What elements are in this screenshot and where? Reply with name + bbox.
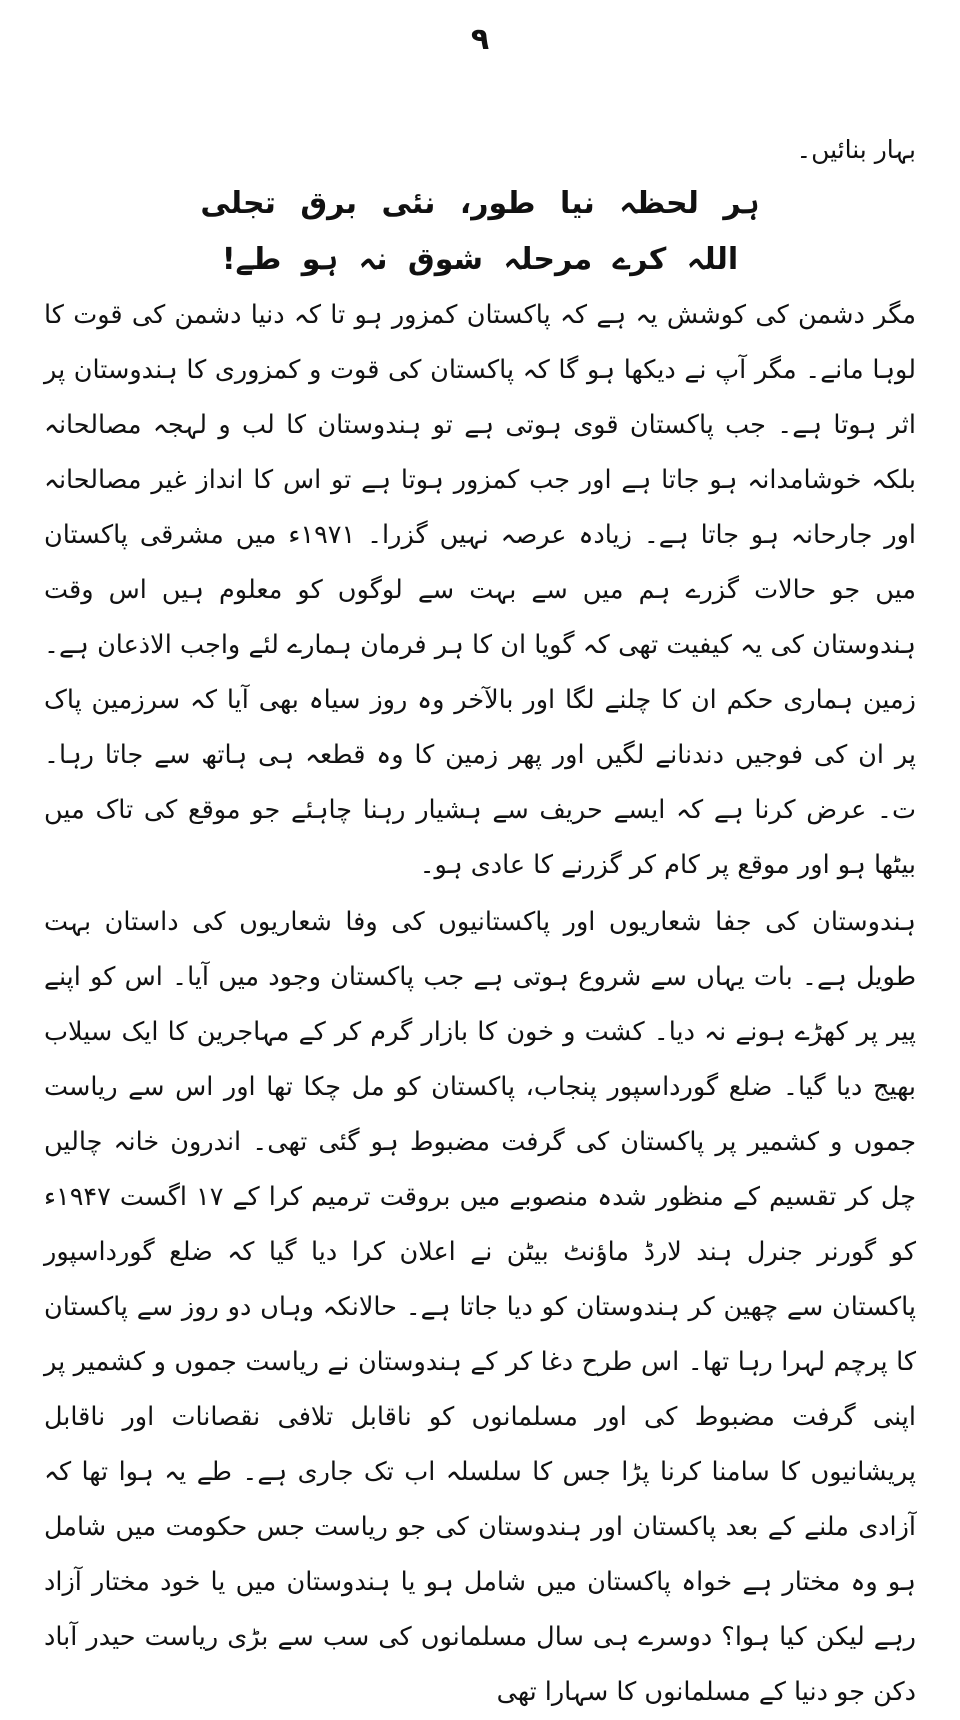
intro-line: بہار بنائیں۔ xyxy=(796,135,916,164)
verse-line-1: ہر لحظہ نیا طور، نئی برق تجلی xyxy=(200,186,760,221)
paragraph-2: ہندوستان کی جفا شعاریوں اور پاکستانیوں کی وفا شعاریوں کی داستان بہت طویل ہے۔ بات یہاں سے شروع ہوتی ہے جب پاکستان وجود میں آیا۔ اس کو اپنے پیر پر کھڑے ہونے نہ دیا۔ کشت و خون کا بازار گرم کر کے مہاجرین کا ایک سیلاب بھیج دیا گیا۔ ضلع گورداسپور پنجاب، پاکستان کو مل چکا تھا اور اس سے ریاست جموں و کشمیر پر پاکستان کی گرفت مضبوط ہو گئی تھی۔ اندرون خانہ چالیں چل کر تقسیم کے منظور شدہ منصوبے میں بروقت ترمیم کرا کے ۱۷ اگست ۱۹۴۷ء کو گورنر جنرل ہند لارڈ ماؤنٹ بیٹن نے اعلان کرا دیا گیا کہ ضلع گورداسپور پاکستان سے چھین کر ہندوستان کو دیا جاتا ہے۔ حالانکہ وہاں دو روز سے پاکستان کا پرچم لہرا رہا تھا۔ اس طرح دغا کر کے ہندوستان نے ریاست جموں و کشمیر پر اپنی گرفت مضبوط کی اور مسلمانوں کو ناقابل تلافی نقصانات اور ناقابل پریشانیوں کا سامنا کرنا پڑا جس کا سلسلہ اب تک جاری ہے۔ طے یہ ہوا تھا کہ آزادی ملنے کے بعد پاکستان اور ہندوستان کی جو ریاست جس حکومت میں شامل ہو وہ مختار ہے خواہ پاکستان میں شامل ہو یا ہندوستان میں یا خود مختار آزاد رہے لیکن کیا ہوا؟ دوسرے ہی سال مسلمانوں کی سب سے بڑی ریاست حیدر آباد دکن جو دنیا کے مسلمانوں کا سہارا تھی xyxy=(44,907,916,1707)
verse-line-2: اللہ کرے مرحلہ شوق نہ ہو طے! xyxy=(221,242,739,277)
page-number: ۹ xyxy=(470,22,490,57)
paragraph-1: مگر دشمن کی کوشش یہ ہے کہ پاکستان کمزور ہو تا کہ دنیا دشمن کی قوت کا لوہا مانے۔ مگر آپ نے دیکھا ہو گا کہ پاکستان کی قوت و کمزوری کا ہندوستان پر اثر ہوتا ہے۔ جب پاکستان قوی ہوتی ہے تو ہندوستان کا لب و لہجہ مصالحانہ بلکہ خوشامدانہ ہو جاتا ہے اور جب کمزور ہوتا ہے تو اس کا انداز غیر مصالحانہ اور جارحانہ ہو جاتا ہے۔ زیادہ عرصہ نہیں گزرا۔ ۱۹۷۱ء میں مشرقی پاکستان میں جو حالات گزرے ہم میں سے بہت سے لوگوں کو معلوم ہیں اس وقت ہندوستان کی یہ کیفیت تھی کہ گویا ان کا ہر فرمان ہمارے لئے واجب الاذعان ہے۔ زمین ہماری حکم ان کا چلنے لگا اور بالآخر وہ روز سیاہ بھی آیا کہ سرزمین پاک پر ان کی فوجیں دندنانے لگیں اور پھر زمین کا وہ قطعہ ہی ہاتھ سے جاتا رہا۔ ت۔ عرض کرنا ہے کہ ایسے حریف سے ہشیار رہنا چاہئے جو موقع کی تاک میں بیٹھا ہو اور موقع پر کام کر گزرنے کا عادی ہو۔ xyxy=(44,300,916,880)
